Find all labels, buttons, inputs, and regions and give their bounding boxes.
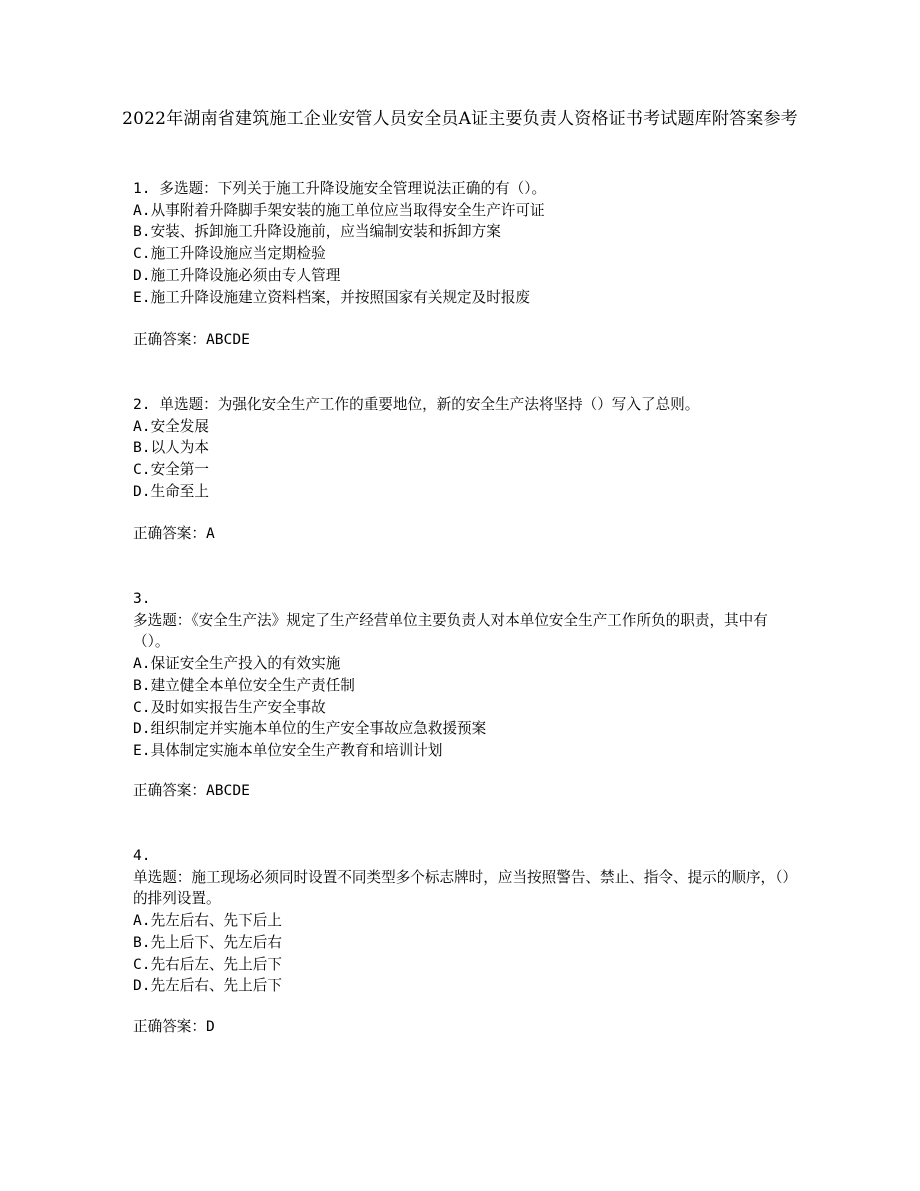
option-a: A.保证安全生产投入的有效实施	[133, 655, 341, 673]
option-c: C.安全第一	[133, 461, 209, 479]
option-b: B.安装、拆卸施工升降设施前，应当编制安装和拆卸方案	[133, 223, 501, 241]
option-a: A.先左后右、先下后上	[133, 912, 282, 930]
option-d: D.先左后右、先上后下	[133, 977, 282, 995]
answer-label: 正确答案：	[133, 525, 206, 542]
answer-1	[133, 329, 250, 351]
question-text: 多选题：《安全生产法》规定了生产经营单位主要负责人对本单位安全生产工作所负的职责，其中有（）。	[133, 611, 768, 651]
question-text: 多选题：下列关于施工升降设施安全管理说法正确的有（）。	[159, 180, 547, 197]
question-stem	[133, 178, 793, 200]
option-e: E.施工升降设施建立资料档案，并按照国家有关规定及时报废	[133, 288, 531, 306]
answer-value: D	[205, 1018, 215, 1035]
answer-4	[133, 1016, 215, 1038]
option-d: D.生命至上	[133, 482, 209, 500]
question-stem	[133, 394, 793, 416]
answer-value: ABCDE	[205, 782, 250, 799]
option-b: B.以人为本	[133, 439, 209, 457]
option-a: A.从事附着升降脚手架安装的施工单位应当取得安全生产许可证	[133, 201, 545, 219]
option-d: D.施工升降设施必须由专人管理	[133, 266, 341, 284]
question-4	[133, 845, 793, 997]
question-number: 2.	[133, 396, 151, 413]
question-text: 单选题：为强化安全生产工作的重要地位，新的安全生产法将坚持（）写入了总则。	[159, 396, 700, 413]
option-c: C.先右后左、先上后下	[133, 955, 282, 973]
question-number: 1.	[133, 180, 151, 197]
option-d: D.组织制定并实施本单位的生产安全事故应急救援预案	[133, 720, 487, 738]
question-3	[133, 588, 793, 762]
answer-label: 正确答案：	[133, 782, 206, 799]
question-1	[133, 178, 793, 308]
answer-value: ABCDE	[205, 331, 250, 348]
answer-value: A	[205, 525, 215, 542]
question-number: 4.	[133, 847, 151, 864]
option-c: C.施工升降设施应当定期检验	[133, 245, 326, 263]
question-text: 单选题：施工现场必须同时设置不同类型多个标志牌时，应当按照警告、禁止、指令、提示的顺序，（）的排列设置。	[133, 868, 790, 908]
option-e: E.具体制定实施本单位安全生产教育和培训计划	[133, 741, 443, 759]
document-title: 2022年湖南省建筑施工企业安管人员安全员A证主要负责人资格证书考试题库附答案参考	[122, 109, 798, 129]
answer-label: 正确答案：	[133, 331, 206, 348]
option-a: A.安全发展	[133, 417, 209, 435]
question-2	[133, 394, 793, 503]
answer-3	[133, 780, 250, 802]
question-number: 3.	[133, 590, 151, 607]
option-b: B.建立健全本单位安全生产责任制	[133, 676, 355, 694]
option-b: B.先上后下、先左后右	[133, 933, 282, 951]
answer-2	[133, 523, 215, 545]
option-c: C.及时如实报告生产安全事故	[133, 698, 326, 716]
answer-label: 正确答案：	[133, 1018, 206, 1035]
